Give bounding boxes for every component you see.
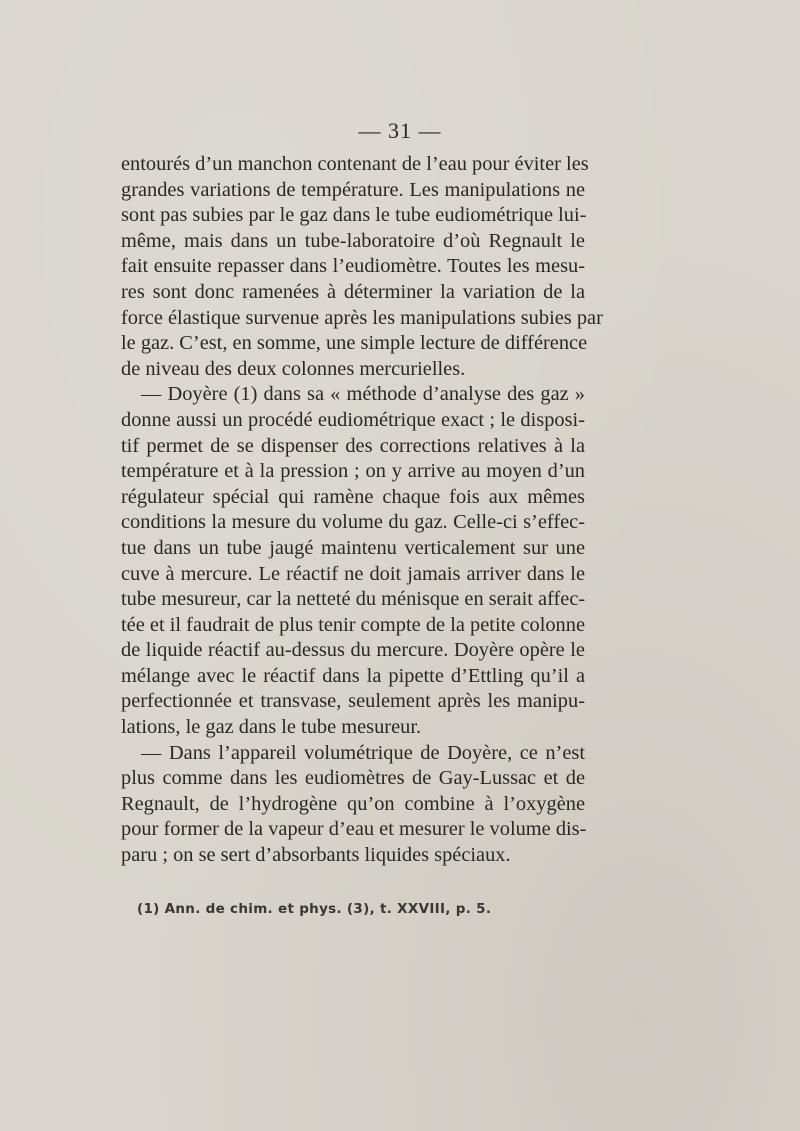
text-line: tue dans un tube jaugé maintenu verticalement sur une — [121, 536, 585, 559]
text-line: lations, le gaz dans le tube mesureur. — [121, 716, 422, 739]
text-line: sont pas subies par le gaz dans le tube eudiométrique lui- — [121, 204, 587, 227]
text-line: — Doyère (1) dans sa « méthode d’analyse des gaz » — [141, 383, 585, 406]
text-line: tée et il faudrait de plus tenir compte de la petite colonne — [121, 613, 585, 636]
page-number: — 31 — — [358, 118, 442, 143]
text-line: tif permet de se dispenser des corrections relatives à la — [121, 434, 585, 457]
text-line: de niveau des deux colonnes mercurielles. — [121, 357, 466, 380]
text-line: même, mais dans un tube-laboratoire d’où Regnault le — [121, 229, 585, 252]
footnote: (1) Ann. de chim. et phys. (3), t. XXVIII, p. 5. — [137, 901, 492, 917]
text-line: force élastique survenue après les manipulations subies par — [121, 306, 603, 329]
text-line: mélange avec le réactif dans la pipette d’Ettling qu’il a — [121, 664, 585, 687]
text-line: res sont donc ramenées à déterminer la variation de la — [121, 280, 585, 303]
text-line: cuve à mercure. Le réactif ne doit jamais arriver dans le — [121, 562, 585, 585]
text-line: conditions la mesure du volume du gaz. Celle-ci s’effec- — [121, 511, 585, 534]
text-line: Regnault, de l’hydrogène qu’on combine à l’oxygène — [121, 792, 585, 815]
body-text — [121, 152, 603, 869]
text-line: entourés d’un manchon contenant de l’eau pour éviter les — [121, 153, 589, 175]
text-line: pour former de la vapeur d’eau et mesurer le volume dis- — [121, 818, 587, 841]
text-line: plus comme dans les eudiomètres de Gay-Lussac et de — [121, 767, 585, 790]
text-line: régulateur spécial qui ramène chaque fois aux mêmes — [121, 485, 585, 508]
text-line: fait ensuite repasser dans l’eudiomètre. Toutes les mesu- — [121, 255, 585, 278]
text-line: température et à la pression ; on y arrive au moyen d’un — [121, 460, 585, 483]
text-line: tube mesureur, car la netteté du ménisque en serait affec- — [121, 588, 586, 611]
text-line: le gaz. C’est, en somme, une simple lecture de différence — [121, 332, 588, 355]
text-line: donne aussi un procédé eudiométrique exact ; le disposi- — [121, 408, 585, 431]
text-line: — Dans l’appareil volumétrique de Doyère, ce n’est — [141, 741, 585, 764]
text-line: grandes variations de température. Les manipulations ne — [121, 178, 585, 201]
text-line: perfectionnée et transvase, seulement après les manipu- — [121, 690, 585, 713]
text-line: paru ; on se sert d’absorbants liquides spéciaux. — [121, 844, 511, 867]
text-line: de liquide réactif au-dessus du mercure. Doyère opère le — [121, 639, 585, 662]
